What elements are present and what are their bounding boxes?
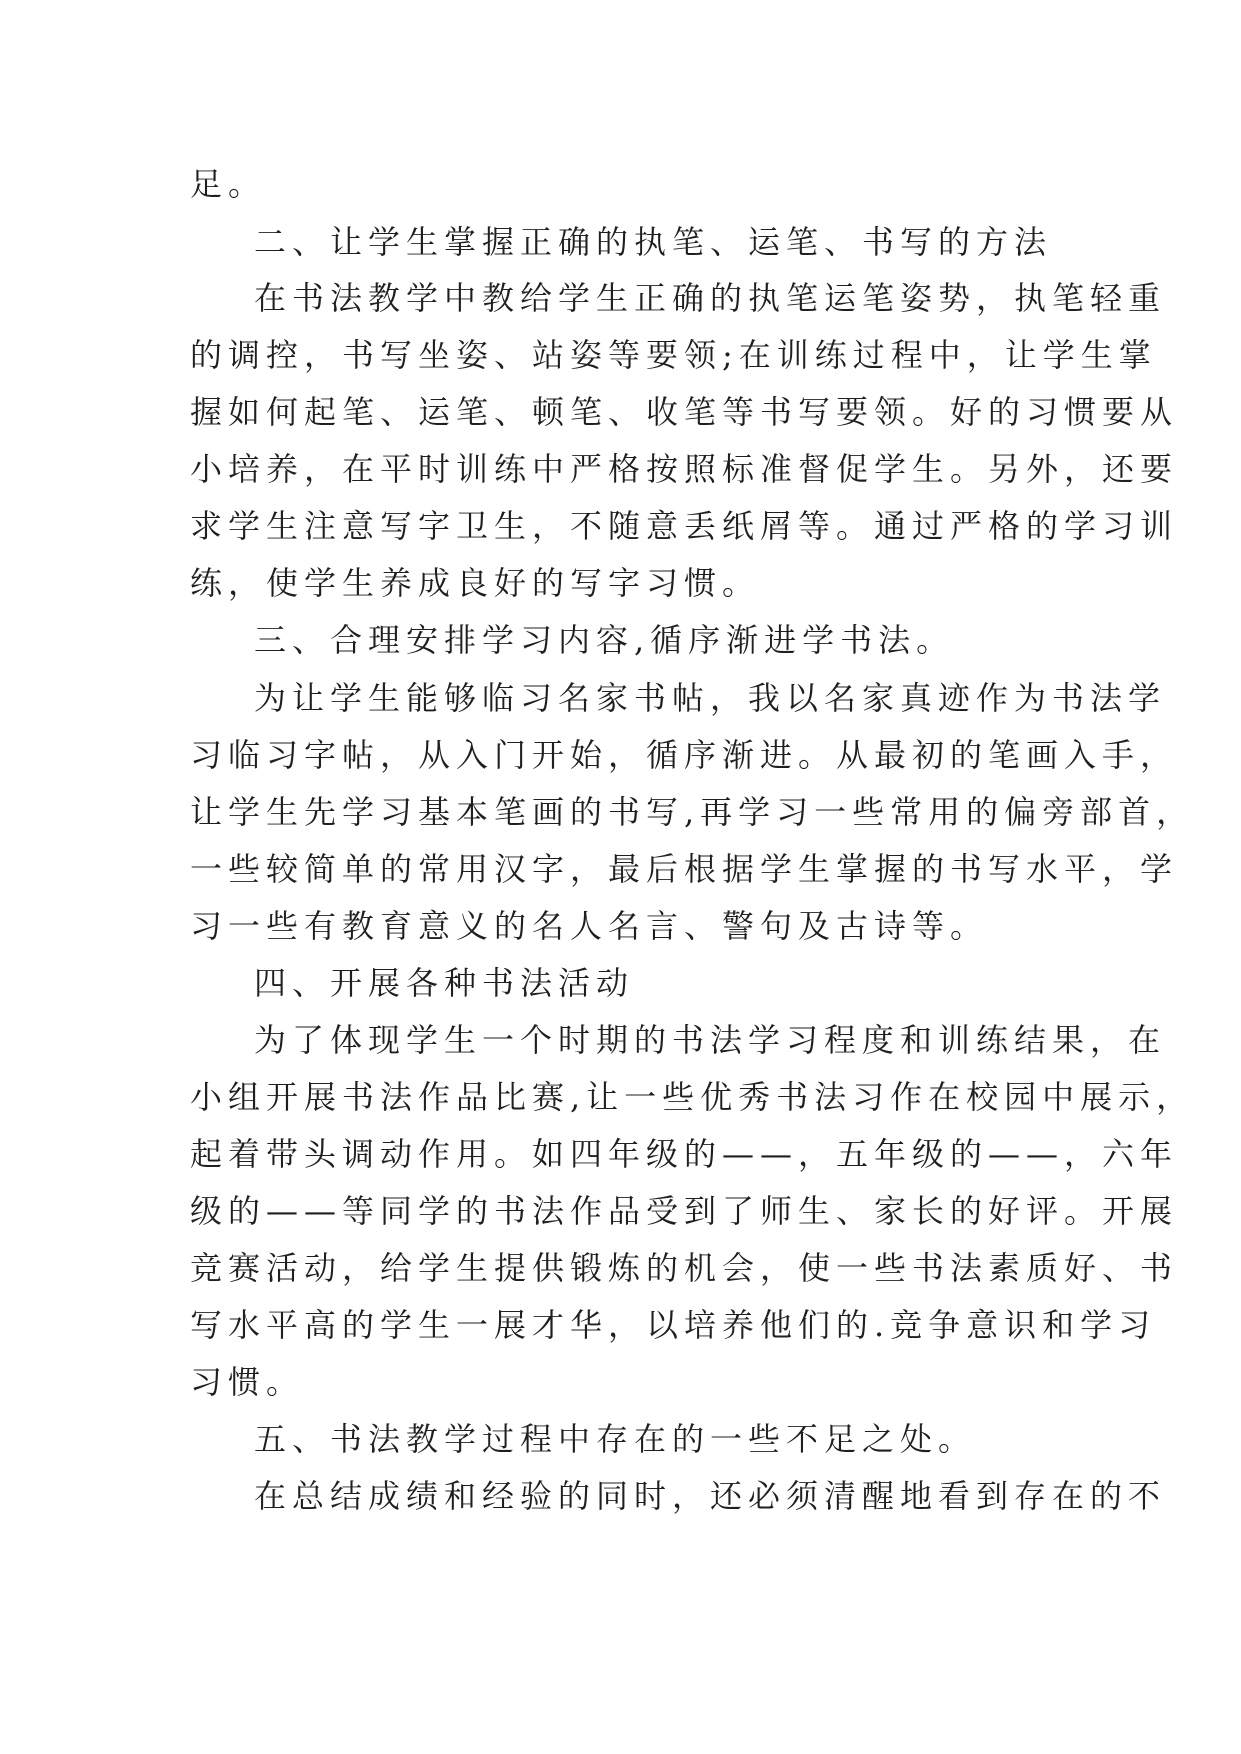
text-line: 小培养，在平时训练中严格按照标准督促学生。另外，还要 bbox=[190, 450, 1179, 488]
text-line: 习惯。 bbox=[190, 1363, 305, 1401]
text-line: 的调控，书写坐姿、站姿等要领;在训练过程中，让学生掌 bbox=[190, 336, 1157, 374]
text-line: 一些较简单的常用汉字，最后根据学生掌握的书写水平，学 bbox=[190, 850, 1179, 888]
text-line: 练，使学生养成良好的写字习惯。 bbox=[190, 564, 761, 602]
text-line: 习一些有教育意义的名人名言、警句及古诗等。 bbox=[190, 907, 989, 945]
text-line: 级的——等同学的书法作品受到了师生、家长的好评。开展 bbox=[190, 1192, 1179, 1230]
section-heading: 五、书法教学过程中存在的一些不足之处。 bbox=[254, 1420, 977, 1458]
text-line: 习临习字帖，从入门开始，循序渐进。从最初的笔画入手， bbox=[190, 736, 1179, 774]
text-line: 让学生先学习基本笔画的书写,再学习一些常用的偏旁部首， bbox=[190, 793, 1195, 831]
text-line: 为了体现学生一个时期的书法学习程度和训练结果，在 bbox=[254, 1021, 1167, 1059]
text-line: 握如何起笔、运笔、顿笔、收笔等书写要领。好的习惯要从 bbox=[190, 393, 1179, 431]
text-line: 写水平高的学生一展才华，以培养他们的.竞争意识和学习 bbox=[190, 1306, 1157, 1344]
section-heading: 四、开展各种书法活动 bbox=[254, 964, 635, 1002]
text-line: 足。 bbox=[190, 165, 267, 203]
text-line: 在总结成绩和经验的同时，还必须清醒地看到存在的不 bbox=[254, 1477, 1167, 1515]
section-heading: 二、让学生掌握正确的执笔、运笔、书写的方法 bbox=[254, 223, 1053, 261]
text-line: 在书法教学中教给学生正确的执笔运笔姿势，执笔轻重 bbox=[254, 279, 1167, 317]
text-line: 起着带头调动作用。如四年级的——，五年级的——，六年 bbox=[190, 1135, 1179, 1173]
text-line: 求学生注意写字卫生，不随意丢纸屑等。通过严格的学习训 bbox=[190, 507, 1179, 545]
text-line: 小组开展书法作品比赛,让一些优秀书法习作在校园中展示， bbox=[190, 1078, 1195, 1116]
text-line: 为让学生能够临习名家书帖，我以名家真迹作为书法学 bbox=[254, 679, 1167, 717]
text-line: 竞赛活动，给学生提供锻炼的机会，使一些书法素质好、书 bbox=[190, 1249, 1179, 1287]
section-heading: 三、合理安排学习内容,循序渐进学书法。 bbox=[254, 621, 955, 659]
